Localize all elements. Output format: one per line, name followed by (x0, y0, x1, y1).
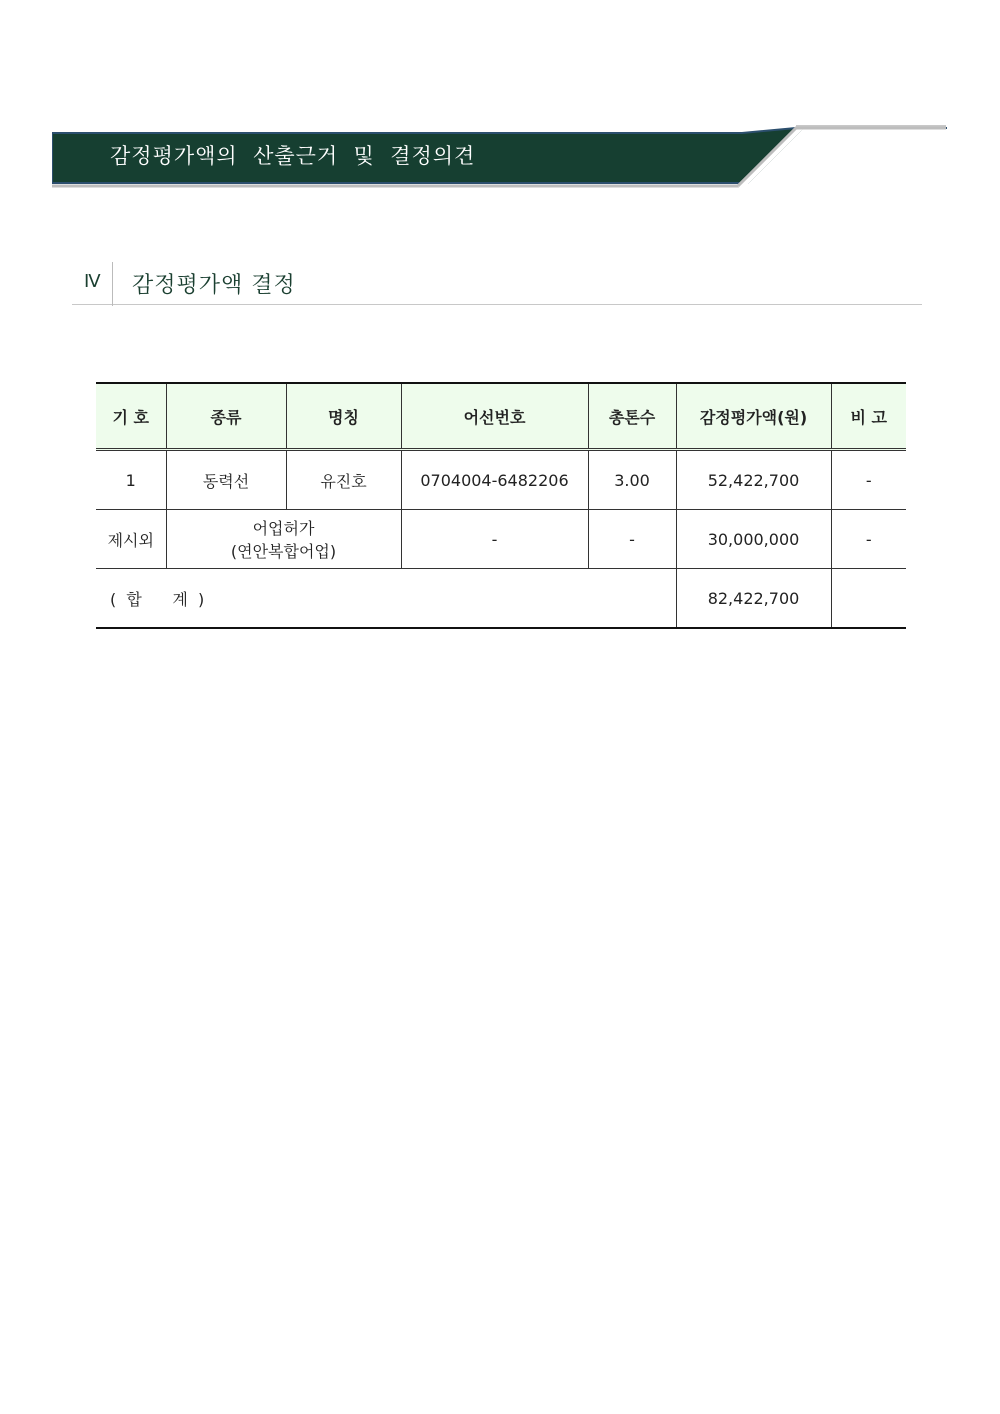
cell-name: 유진호 (286, 450, 401, 510)
header-vessel-no: 어선번호 (401, 383, 588, 450)
table-header-row (96, 383, 906, 450)
cell-vessel-no: - (401, 510, 588, 569)
header-code: 기 호 (96, 383, 166, 450)
section-divider (112, 262, 113, 306)
cell-vessel-no: 0704004-6482206 (401, 450, 588, 510)
total-label: ( 합 계 ) (96, 569, 676, 629)
cell-remark: - (831, 450, 906, 510)
cell-tonnage: 3.00 (588, 450, 676, 510)
table-row (96, 510, 906, 569)
header-type: 종류 (166, 383, 286, 450)
cell-type-line2: (연안복합어업) (230, 542, 337, 561)
cell-remark: - (831, 510, 906, 569)
table-row (96, 450, 906, 510)
header-tonnage: 총톤수 (588, 383, 676, 450)
appraisal-table (96, 382, 906, 629)
total-row (96, 569, 906, 629)
cell-type: 동력선 (166, 450, 286, 510)
total-amount: 82,422,700 (676, 569, 831, 629)
cell-tonnage: - (588, 510, 676, 569)
cell-amount: 30,000,000 (676, 510, 831, 569)
cell-type-line1: 어업허가 (252, 519, 315, 538)
banner-title: 감정평가액의 산출근거 및 결정의견 (110, 144, 476, 168)
header-amount: 감정평가액(원) (676, 383, 831, 450)
cell-type-merged (166, 510, 401, 569)
header-name: 명칭 (286, 383, 401, 450)
section-number: Ⅳ (84, 271, 101, 292)
cell-amount: 52,422,700 (676, 450, 831, 510)
header-remark: 비 고 (831, 383, 906, 450)
cell-code: 제시외 (96, 510, 166, 569)
total-remark (831, 569, 906, 629)
section-header (72, 262, 922, 305)
cell-code: 1 (96, 450, 166, 510)
section-title: 감정평가액 결정 (132, 273, 296, 298)
